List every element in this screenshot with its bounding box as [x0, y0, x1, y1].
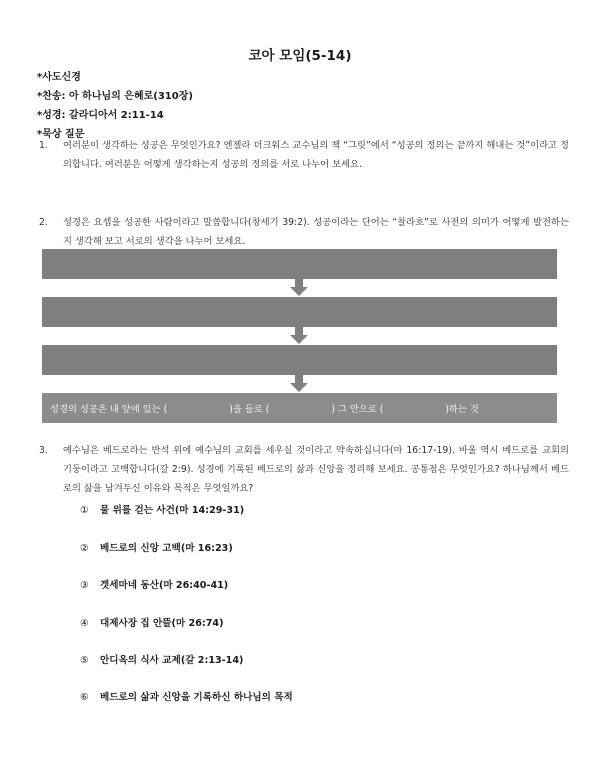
- blank-text-3: ) 그 안으로 (: [331, 404, 384, 415]
- question-3-number: 3.: [39, 445, 48, 456]
- question-3-text: 예수님은 베드로라는 반석 위에 예수님의 교회를 세우실 것이라고 약속하십니다(마 16:17-19). 바울 역시 베드로를 교회의 기둥이라고 고백합니다(갈 2:9). 성경에 기록된 베드로의 삶과 신앙을 정리해 보세요. 공통점은 무엇인가요? 하나님께서 베드로의 삶을 남겨두신 이유와 목적은 무엇일까요?: [63, 445, 569, 494]
- list-item-label: 베드로의 신앙 고백(마 16:23): [100, 543, 233, 554]
- flow-bar-1: [42, 249, 557, 279]
- question-2: [39, 213, 569, 251]
- list-item: [80, 502, 244, 516]
- list-marker: ⑤: [80, 655, 89, 666]
- flow-arrow-stem-2: [295, 327, 303, 335]
- list-marker: ②: [80, 543, 89, 554]
- list-item: [80, 615, 223, 629]
- list-item-label: 대제사장 집 안뜰(마 26:74): [100, 618, 224, 629]
- question-1-number: 1.: [39, 140, 48, 151]
- down-arrow-icon: [290, 335, 308, 344]
- header-questions: *묵상 질문: [37, 129, 85, 140]
- question-1: [39, 136, 569, 174]
- down-arrow-icon: [290, 287, 308, 296]
- list-marker: ③: [80, 580, 89, 591]
- list-marker: ①: [80, 505, 89, 516]
- blank-text-4: )하는 것: [445, 404, 479, 415]
- blank-text-1: 성경의 성공은 내 앞에 있는 (: [50, 404, 168, 415]
- question-1-text: 여러분이 생각하는 성공은 무엇인가요? 엔젤라 더크워스 교수님의 책 “그릿”에서 “성공의 정의는 끝까지 해내는 것”이라고 정의합니다. 여러분은 어떻게 생각하는지 성공의 정의를 서로 나누어 보세요.: [63, 140, 569, 170]
- list-marker: ④: [80, 618, 89, 629]
- blank-text-2: )을 들로 (: [229, 404, 270, 415]
- list-item-label: 안디옥의 식사 교제(갈 2:13-14): [100, 655, 244, 666]
- flow-bar-2: [42, 297, 557, 327]
- list-item-label: 베드로의 삶과 신앙을 기록하신 하나님의 목적: [100, 692, 293, 703]
- flow-arrow-stem-3: [295, 375, 303, 383]
- header-hymn: *찬송: 아 하나님의 은혜로(310장): [37, 91, 193, 102]
- page-title: 코아 모임(5-14): [248, 48, 352, 64]
- flow-arrow-stem-1: [295, 279, 303, 287]
- list-item: [80, 577, 228, 591]
- header-creed: *사도신경: [37, 72, 81, 83]
- question-2-number: 2.: [39, 217, 48, 228]
- list-item: [80, 689, 293, 703]
- list-marker: ⑥: [80, 692, 89, 703]
- down-arrow-icon: [290, 383, 308, 392]
- question-2-text: 성경은 요셉을 성공한 사람이라고 말씀합니다(창세기 39:2). 성공이라는 단어는 “찰라흐”로 사전의 의미가 어떻게 발전하는지 생각해 보고 서로의 생각을 나누어 보세요.: [63, 217, 569, 247]
- question-3: [39, 441, 569, 498]
- list-item-label: 겟세마네 동산(마 26:40-41): [100, 580, 229, 591]
- flow-bar-3: [42, 345, 557, 375]
- header-scripture: *성경: 갈라디아서 2:11-14: [37, 110, 164, 121]
- list-item: [80, 652, 243, 666]
- list-item: [80, 540, 233, 554]
- fill-in-blank-bar: [42, 393, 557, 423]
- list-item-label: 물 위를 걷는 사건(마 14:29-31): [100, 505, 245, 516]
